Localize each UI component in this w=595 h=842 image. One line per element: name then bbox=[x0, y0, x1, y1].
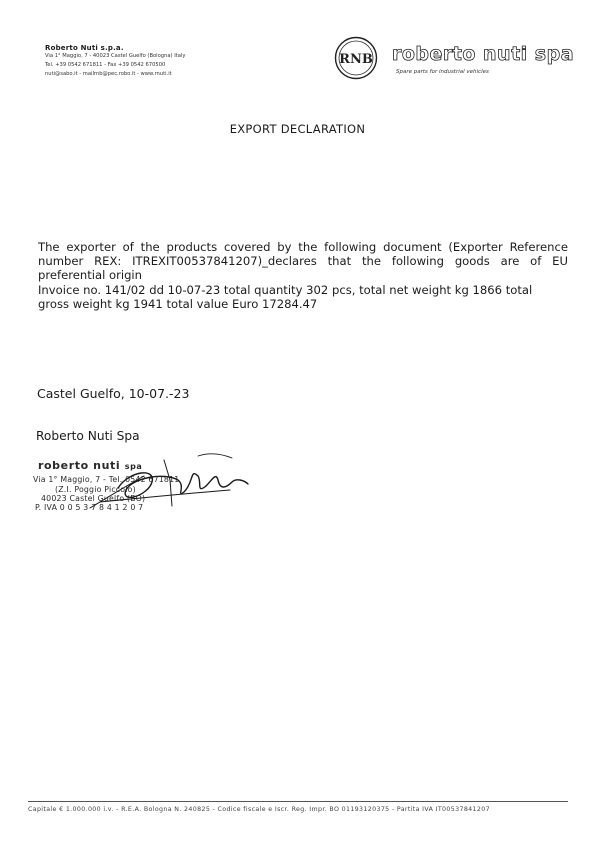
footer-legal: Capitale € 1.000.000 i.v. - R.E.A. Bologna N. 240825 - Codice fiscale e Iscr. Reg. Impr. BO 01193120375 - Partita IVA IT00537841207 bbox=[28, 806, 490, 813]
stamp-address: Via 1° Maggio, 7 - Tel. 0542 671811 bbox=[33, 475, 180, 484]
stamp-city: 40023 Castel Guelfo (BO) bbox=[41, 494, 146, 503]
declaration-line: The exporter of the products covered by the following document (Exporter Reference bbox=[38, 240, 568, 254]
declaration-text bbox=[38, 240, 568, 311]
handwritten-signature bbox=[60, 450, 260, 520]
company-name: Roberto Nuti s.p.a. bbox=[45, 44, 124, 52]
document-title: EXPORT DECLARATION bbox=[229, 122, 366, 136]
declaration-line: preferential origin bbox=[38, 268, 142, 283]
company-address: Via 1° Maggio, 7 - 40023 Castel Guelfo (Bologna) Italy bbox=[45, 53, 186, 59]
stamp-brand-name: roberto nuti bbox=[38, 459, 121, 472]
invoice-line: gross weight kg 1941 total value Euro 17284.47 bbox=[38, 296, 318, 311]
invoice-line: Invoice no. 141/02 dd 10-07-23 total quantity 302 pcs, total net weight kg 1866 total bbox=[38, 282, 533, 297]
declaration-line: number REX: ITREXIT00537841207)_declares that the following goods are of EU bbox=[38, 254, 568, 269]
stamp-area: (Z.I. Poggio Piccolo) bbox=[55, 485, 136, 494]
stamp-brand-suffix: spa bbox=[124, 462, 143, 471]
footer-divider bbox=[28, 801, 568, 802]
company-web: nuti@sabo.it - mailrnb@pec.robo.it - www.rnuti.it bbox=[45, 71, 172, 77]
logo-tagline: Spare parts for industrial vehicles bbox=[396, 69, 489, 75]
company-phone: Tel. +39 0542 671811 - Fax +39 0542 670500 bbox=[45, 62, 166, 68]
signer-name: Roberto Nuti Spa bbox=[36, 429, 140, 443]
logo-wordmark: roberto nuti spa bbox=[392, 43, 575, 65]
logo-monogram: RNB bbox=[339, 52, 373, 67]
company-seal-logo bbox=[334, 36, 378, 80]
stamp-vat: P. IVA 0 0 5 3 7 8 4 1 2 0 7 bbox=[35, 503, 144, 512]
place-date: Castel Guelfo, 10-07.-23 bbox=[37, 386, 190, 401]
